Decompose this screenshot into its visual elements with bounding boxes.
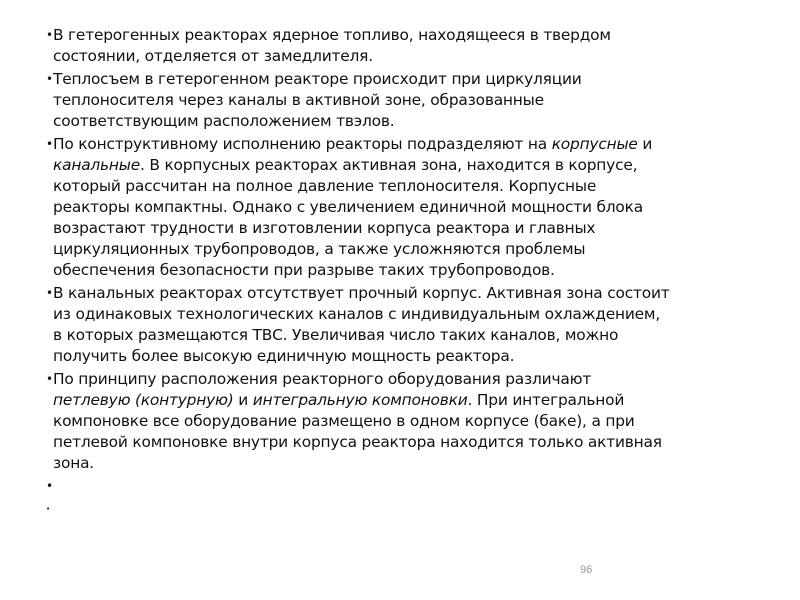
text-line: [53, 325, 766, 346]
text-segment: получить более высокую единичную мощность реактора.: [53, 347, 515, 365]
emphasized-term: интегральную компоновки: [252, 391, 468, 409]
bullet-icon: •: [46, 72, 53, 86]
text-segment: зона.: [53, 454, 94, 472]
bullet-icon: •: [46, 28, 53, 42]
text-segment: По конструктивному исполнению реакторы подразделяют на: [53, 135, 552, 153]
text-line: [53, 476, 766, 497]
text-line: [53, 283, 766, 304]
text-line: [53, 197, 766, 218]
bullet-paragraph: [46, 134, 766, 281]
text-line: [53, 499, 766, 520]
text-line: [53, 260, 766, 281]
bullet-icon: •: [46, 505, 50, 513]
bullet-paragraph: [46, 283, 766, 367]
text-segment: возрастают трудности в изготовлении корпуса реактора и главных: [53, 219, 596, 237]
bullet-paragraph: [46, 69, 766, 132]
text-segment: . В корпусных реакторах активная зона, находится в корпусе,: [140, 156, 638, 174]
bullet-paragraph: [46, 25, 766, 67]
text-segment: циркуляционных трубопроводов, а также усложняются проблемы: [53, 240, 586, 258]
text-segment: петлевой компоновке внутри корпуса реактора находится только активная: [53, 433, 662, 451]
text-segment: По принципу расположения реакторного оборудования различают: [53, 370, 592, 388]
text-segment: состоянии, отделяется от замедлителя.: [53, 47, 373, 65]
text-line: [53, 218, 766, 239]
text-line: [53, 111, 766, 132]
bullet-icon: •: [46, 286, 53, 300]
text-line: [53, 69, 766, 90]
bullet-paragraph: [46, 369, 766, 474]
emphasized-term: канальные: [53, 156, 141, 174]
text-segment: соответствующим расположением твэлов.: [53, 112, 395, 130]
emphasized-term: петлевую (контурную): [53, 391, 234, 409]
text-segment: обеспечения безопасности при разрыве таких трубопроводов.: [53, 261, 555, 279]
text-segment: теплоносителя через каналы в активной зоне, образованные: [53, 91, 544, 109]
text-line: [53, 346, 766, 367]
bullet-paragraph: [46, 499, 766, 520]
text-line: [53, 134, 766, 155]
text-segment: реакторы компактны. Однако с увеличением единичной мощности блока: [53, 198, 643, 216]
text-segment: из одинаковых технологических каналов с индивидуальным охлаждением,: [53, 305, 661, 323]
bullet-icon: •: [46, 137, 53, 151]
text-line: [53, 390, 766, 411]
page-number: 96: [580, 564, 593, 576]
bullet-paragraph: [46, 476, 766, 497]
text-segment: . При интегральной: [467, 391, 625, 409]
text-line: [53, 453, 766, 474]
text-line: [53, 411, 766, 432]
text-segment: и: [233, 391, 253, 409]
bullet-icon: •: [46, 479, 53, 493]
text-segment: В гетерогенных реакторах ядерное топливо, находящееся в твердом: [53, 26, 611, 44]
text-line: [53, 239, 766, 260]
text-line: [53, 46, 766, 67]
text-segment: Теплосъем в гетерогенном реакторе происходит при циркуляции: [53, 70, 582, 88]
text-line: [53, 155, 766, 176]
text-segment: в которых размещаются ТВС. Увеличивая число таких каналов, можно: [53, 326, 619, 344]
text-line: [53, 369, 766, 390]
text-segment: компоновке все оборудование размещено в одном корпусе (баке), а при: [53, 412, 635, 430]
text-line: [53, 432, 766, 453]
emphasized-term: корпусные: [551, 135, 638, 153]
slide-body: [46, 25, 766, 522]
text-segment: и: [637, 135, 653, 153]
bullet-icon: •: [46, 372, 53, 386]
text-line: [53, 25, 766, 46]
text-segment: который рассчитан на полное давление теплоносителя. Корпусные: [53, 177, 597, 195]
text-line: [53, 90, 766, 111]
text-line: [53, 176, 766, 197]
text-segment: В канальных реакторах отсутствует прочный корпус. Активная зона состоит: [53, 284, 670, 302]
text-line: [53, 304, 766, 325]
